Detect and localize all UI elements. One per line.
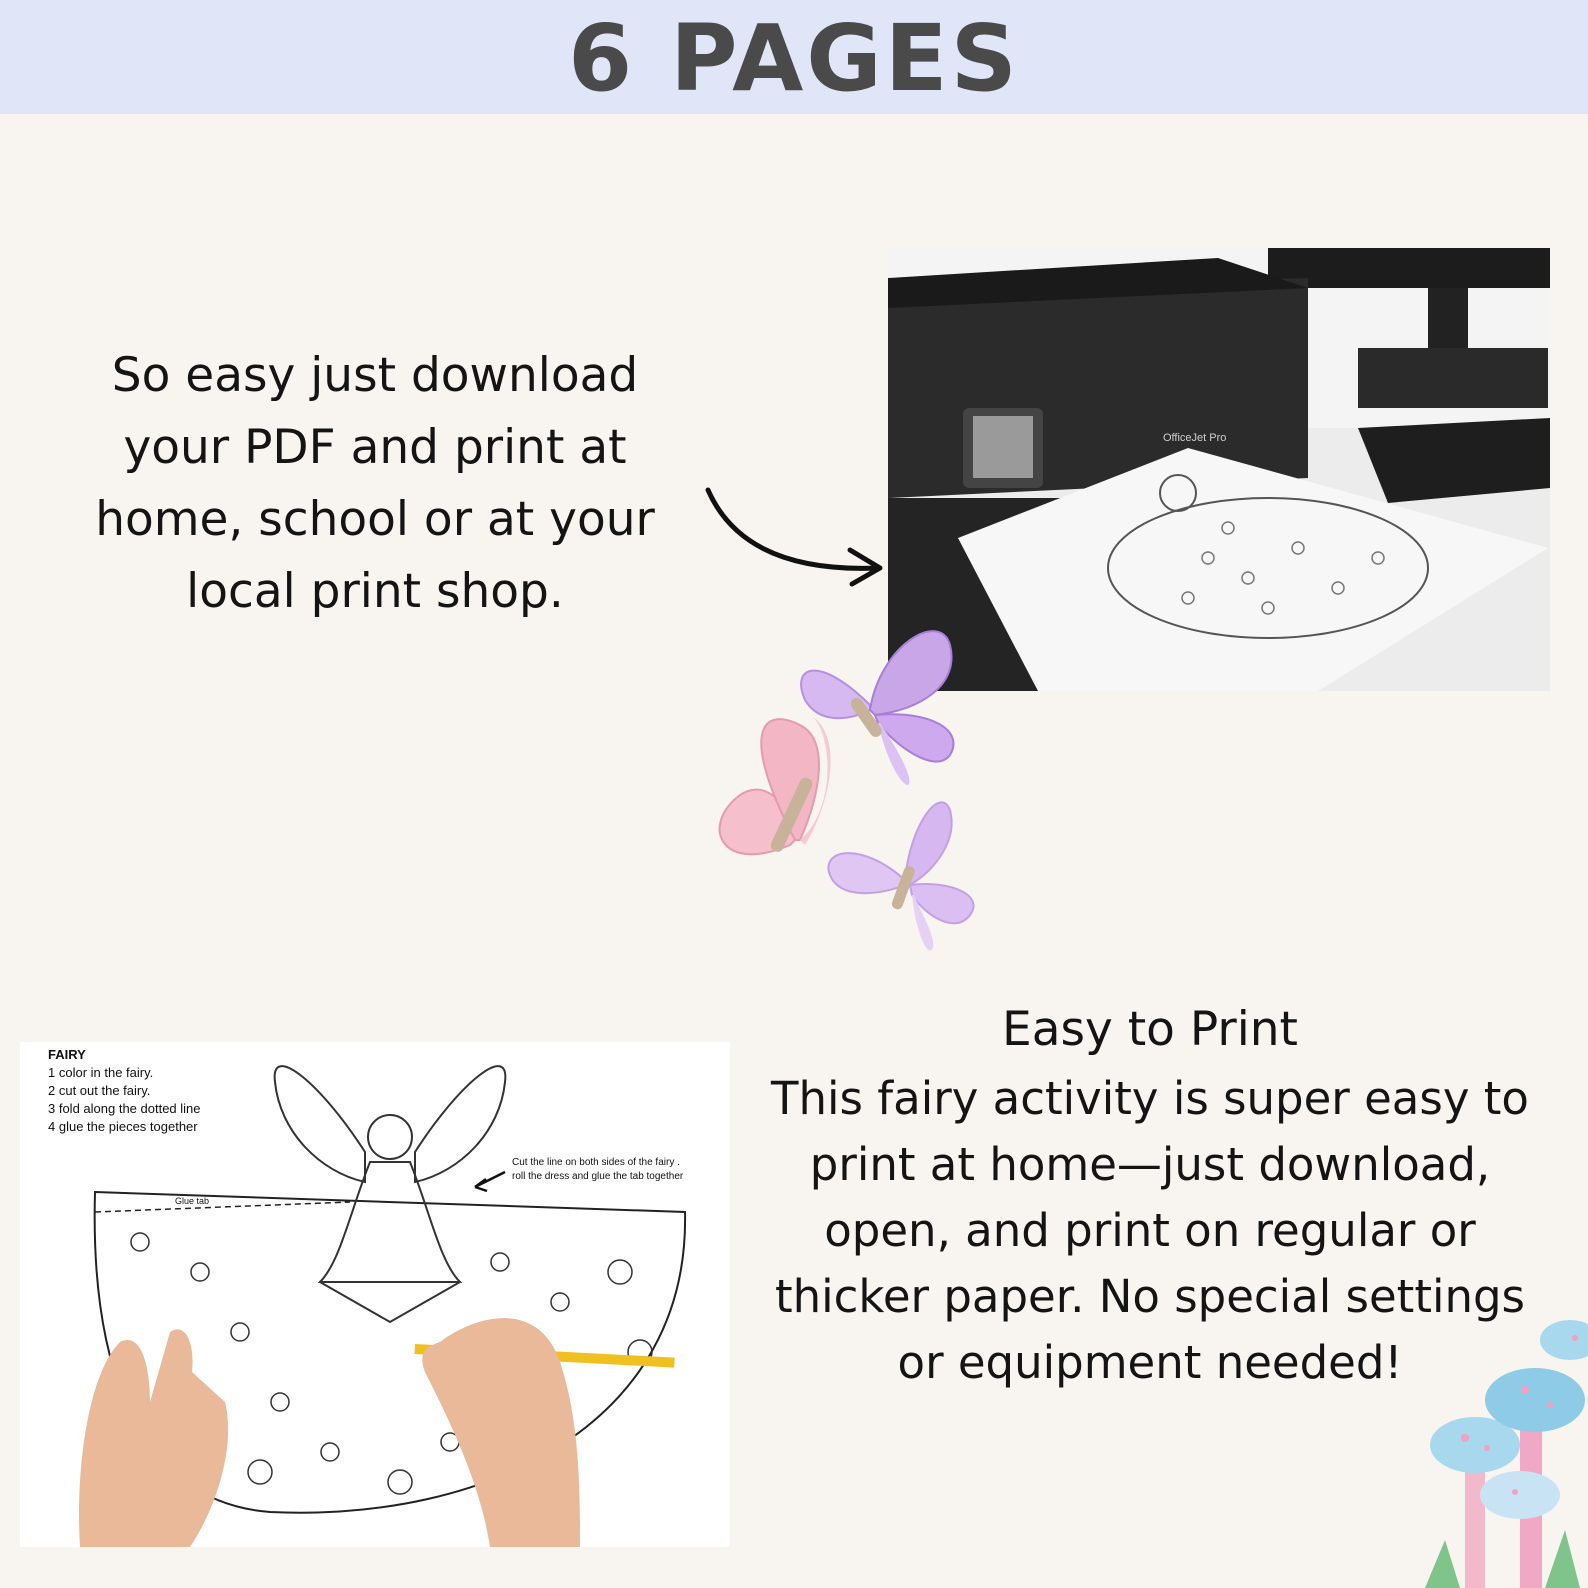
intro-line: local print shop. — [186, 564, 564, 619]
page-title: 6 PAGES — [568, 5, 1020, 112]
description-line: thicker paper. No special settings — [775, 1270, 1525, 1323]
intro-line: your PDF and print at — [123, 420, 627, 475]
craft-step: 4 glue the pieces together — [48, 1119, 198, 1134]
description-line: or equipment needed! — [897, 1336, 1403, 1389]
intro-text — [40, 340, 710, 628]
curved-arrow-icon — [700, 480, 890, 600]
description-line: print at home—just download, — [809, 1138, 1491, 1191]
butterflies-illustration — [700, 615, 1000, 965]
intro-line: So easy just download — [111, 348, 639, 403]
header-banner — [0, 0, 1588, 114]
cut-note-line: roll the dress and glue the tab together — [512, 1171, 684, 1182]
craft-step: 1 color in the fairy. — [48, 1065, 154, 1080]
printer-brand-label: OfficeJet Pro — [1163, 432, 1227, 444]
intro-line: home, school or at your — [95, 492, 655, 547]
purple-butterfly-icon — [801, 631, 953, 785]
description-line: open, and print on regular or — [824, 1204, 1476, 1257]
description-line: This fairy activity is super easy to — [771, 1072, 1529, 1125]
cut-note-line: Cut the line on both sides of the fairy . — [512, 1157, 680, 1168]
craft-step: 2 cut out the fairy. — [48, 1083, 151, 1098]
glue-tab-label: Glue tab — [175, 1196, 210, 1206]
fairy-craft-photo — [20, 1042, 730, 1547]
pink-butterfly-icon — [720, 715, 831, 854]
lilac-butterfly-icon — [828, 802, 973, 950]
mushrooms-illustration — [1425, 1320, 1588, 1588]
craft-heading: FAIRY — [48, 1047, 86, 1062]
craft-step: 3 fold along the dotted line — [48, 1101, 201, 1116]
easy-to-print-title: Easy to Print — [1002, 1002, 1298, 1057]
